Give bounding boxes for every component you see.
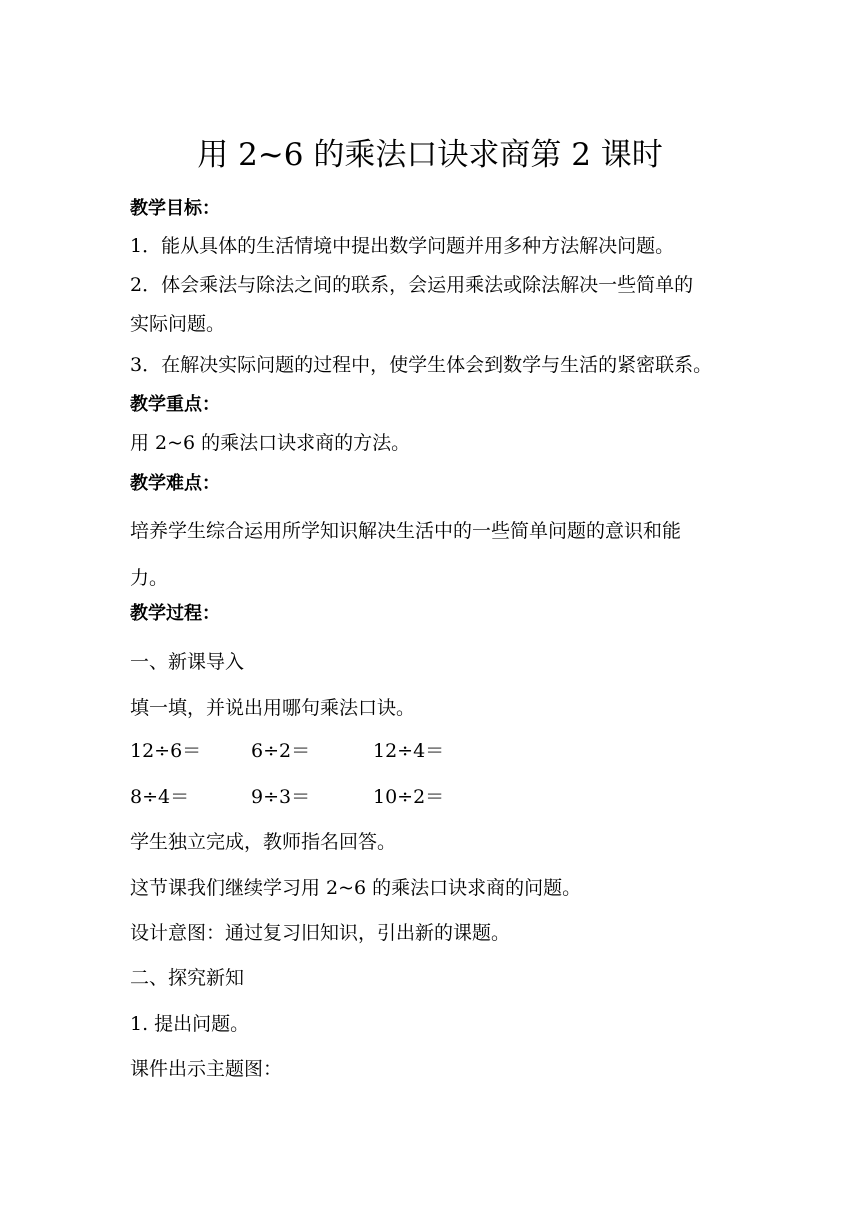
objective-item-2-continued: 实际问题。 xyxy=(130,313,226,335)
equation-row-2 xyxy=(130,783,630,811)
equation: 8÷4＝ xyxy=(130,786,190,808)
difficulties-text-line-2: 力。 xyxy=(130,567,169,589)
equation: 9÷3＝ xyxy=(251,786,311,808)
key-points-heading: 教学重点： xyxy=(130,394,220,415)
section-1-line-1: 学生独立完成，教师指名回答。 xyxy=(130,831,397,853)
page-title: 用 2~6 的乘法口诀求商第 2 课时 xyxy=(197,137,663,173)
section-2-line-1: 1. 提出问题。 xyxy=(130,1013,250,1035)
objectives-heading: 教学目标： xyxy=(130,198,220,219)
difficulties-text-line-1: 培养学生综合运用所学知识解决生活中的一些简单问题的意识和能 xyxy=(130,520,682,542)
section-1-title: 一、新课导入 xyxy=(130,651,245,673)
process-heading: 教学过程： xyxy=(130,603,220,624)
section-2-title: 二、探究新知 xyxy=(130,967,245,989)
section-1-line-3: 设计意图：通过复习旧知识，引出新的课题。 xyxy=(130,922,511,944)
difficulties-heading: 教学难点： xyxy=(130,473,220,494)
section-2-line-2: 课件出示主题图： xyxy=(130,1058,283,1080)
equation: 12÷4＝ xyxy=(373,740,445,762)
objective-item-3: 3．在解决实际问题的过程中，使学生体会到数学与生活的紧密联系。 xyxy=(130,354,713,376)
equation: 6÷2＝ xyxy=(251,740,311,762)
equation: 10÷2＝ xyxy=(373,786,445,808)
objective-item-2: 2．体会乘法与除法之间的联系，会运用乘法或除法解决一些简单的 xyxy=(130,274,694,296)
objective-item-1: 1．能从具体的生活情境中提出数学问题并用多种方法解决问题。 xyxy=(130,235,675,257)
equation-row-1 xyxy=(130,737,630,765)
equation: 12÷6＝ xyxy=(130,740,202,762)
key-points-text: 用 2~6 的乘法口诀求商的方法。 xyxy=(130,432,411,454)
section-1-line-2: 这节课我们继续学习用 2~6 的乘法口诀求商的问题。 xyxy=(130,877,582,899)
section-1-instruction: 填一填，并说出用哪句乘法口诀。 xyxy=(130,697,416,719)
